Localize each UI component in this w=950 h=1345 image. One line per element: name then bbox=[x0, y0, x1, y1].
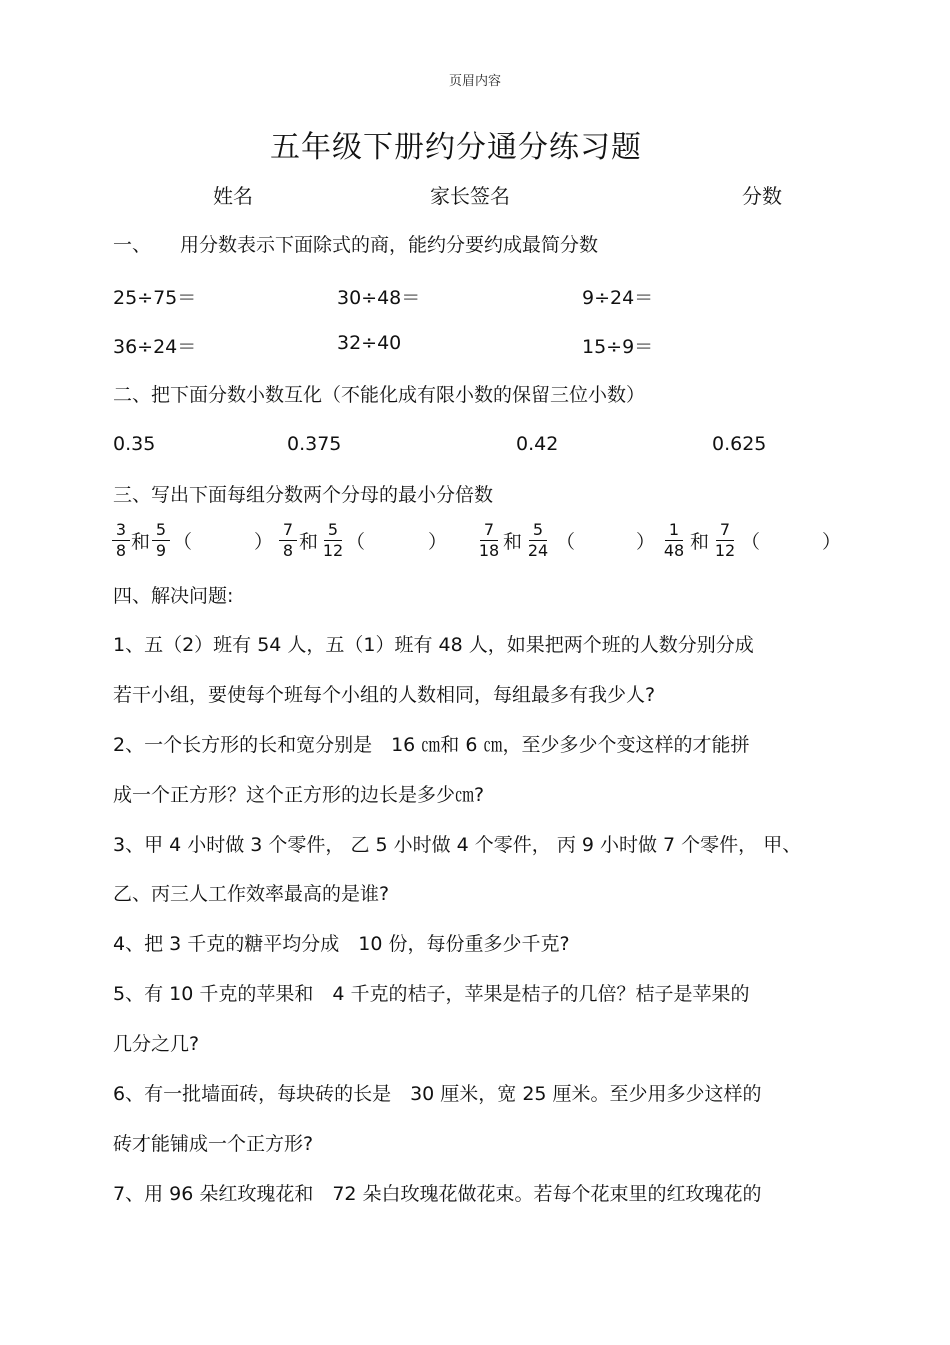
division-item: 15÷9＝ bbox=[582, 336, 654, 358]
division-item: 36÷24＝ bbox=[113, 336, 197, 358]
problem-line: 7、用 96 朵红玫瑰花和 72 朵白玫瑰花做花束。若每个花束里的红玫瑰花的 bbox=[113, 1183, 762, 1205]
answer-open-paren: （ bbox=[173, 531, 193, 553]
answer-open-paren: （ bbox=[741, 531, 761, 553]
parent-signature-label: 家长签名 bbox=[430, 184, 510, 208]
fraction: 7 12 bbox=[714, 520, 736, 560]
section3-heading: 三、写出下面每组分数两个分母的最小分倍数 bbox=[113, 484, 494, 506]
division-item: 9÷24＝ bbox=[582, 287, 654, 309]
decimal-item: 0.375 bbox=[287, 433, 342, 455]
problem-line: 6、有一批墙面砖，每块砖的长是 30 厘米，宽 25 厘米。至少用多少这样的 bbox=[113, 1083, 762, 1105]
fraction: 7 8 bbox=[277, 521, 299, 560]
problem-line: 4、把 3 千克的糖平均分成 10 份，每份重多少千克? bbox=[113, 933, 570, 955]
fraction: 3 8 bbox=[110, 521, 132, 560]
section4-heading: 四、解决问题: bbox=[113, 585, 234, 607]
problem-line: 2、一个长方形的长和宽分别是 16 ㎝和 6 ㎝，至少多少个变这样的才能拼 bbox=[113, 734, 750, 756]
fraction: 1 48 bbox=[663, 520, 685, 560]
name-label: 姓名 bbox=[213, 184, 253, 208]
fraction: 5 9 bbox=[150, 521, 172, 560]
answer-close-paren: ） bbox=[636, 531, 656, 553]
decimal-item: 0.625 bbox=[712, 433, 767, 455]
fraction: 5 12 bbox=[322, 520, 344, 560]
answer-open-paren: （ bbox=[556, 531, 576, 553]
page-title: 五年级下册约分通分练习题 bbox=[270, 130, 642, 165]
answer-close-paren: ） bbox=[822, 531, 842, 553]
and-word: 和 bbox=[503, 531, 523, 553]
page-header: 页眉内容 bbox=[448, 74, 501, 89]
problem-line: 1、五（2）班有 54 人，五（1）班有 48 人，如果把两个班的人数分别分成 bbox=[113, 634, 754, 656]
answer-open-paren: （ bbox=[346, 531, 366, 553]
decimal-item: 0.42 bbox=[516, 433, 559, 455]
division-item: 30÷48＝ bbox=[337, 287, 421, 309]
division-item: 25÷75＝ bbox=[113, 287, 197, 309]
problem-line: 若干小组，要使每个班每个小组的人数相同，每组最多有我少人? bbox=[113, 684, 656, 706]
problem-line: 乙、丙三人工作效率最高的是谁? bbox=[113, 883, 390, 905]
problem-line: 几分之几? bbox=[113, 1033, 200, 1055]
fraction: 7 18 bbox=[478, 520, 500, 560]
section1-heading: 用分数表示下面除式的商，能约分要约成最简分数 bbox=[180, 234, 599, 256]
answer-close-paren: ） bbox=[254, 531, 274, 553]
and-word: 和 bbox=[690, 531, 710, 553]
problem-line: 3、甲 4 小时做 3 个零件， 乙 5 小时做 4 个零件， 丙 9 小时做 7 个零件， 甲、 bbox=[113, 834, 802, 856]
and-word: 和 bbox=[299, 531, 319, 553]
division-item: 32÷40 bbox=[337, 332, 402, 354]
section1-number: 一、 bbox=[113, 234, 152, 256]
fraction: 5 24 bbox=[527, 520, 549, 560]
problem-line: 成一个正方形？这个正方形的边长是多少㎝? bbox=[113, 784, 485, 806]
score-label: 分数 bbox=[742, 184, 782, 208]
problem-line: 砖才能铺成一个正方形? bbox=[113, 1133, 314, 1155]
decimal-item: 0.35 bbox=[113, 433, 156, 455]
answer-close-paren: ） bbox=[428, 531, 448, 553]
section2-heading: 二、把下面分数小数互化（不能化成有限小数的保留三位小数） bbox=[113, 384, 646, 406]
problem-line: 5、有 10 千克的苹果和 4 千克的桔子，苹果是桔子的几倍？桔子是苹果的 bbox=[113, 983, 750, 1005]
and-word: 和 bbox=[131, 531, 151, 553]
